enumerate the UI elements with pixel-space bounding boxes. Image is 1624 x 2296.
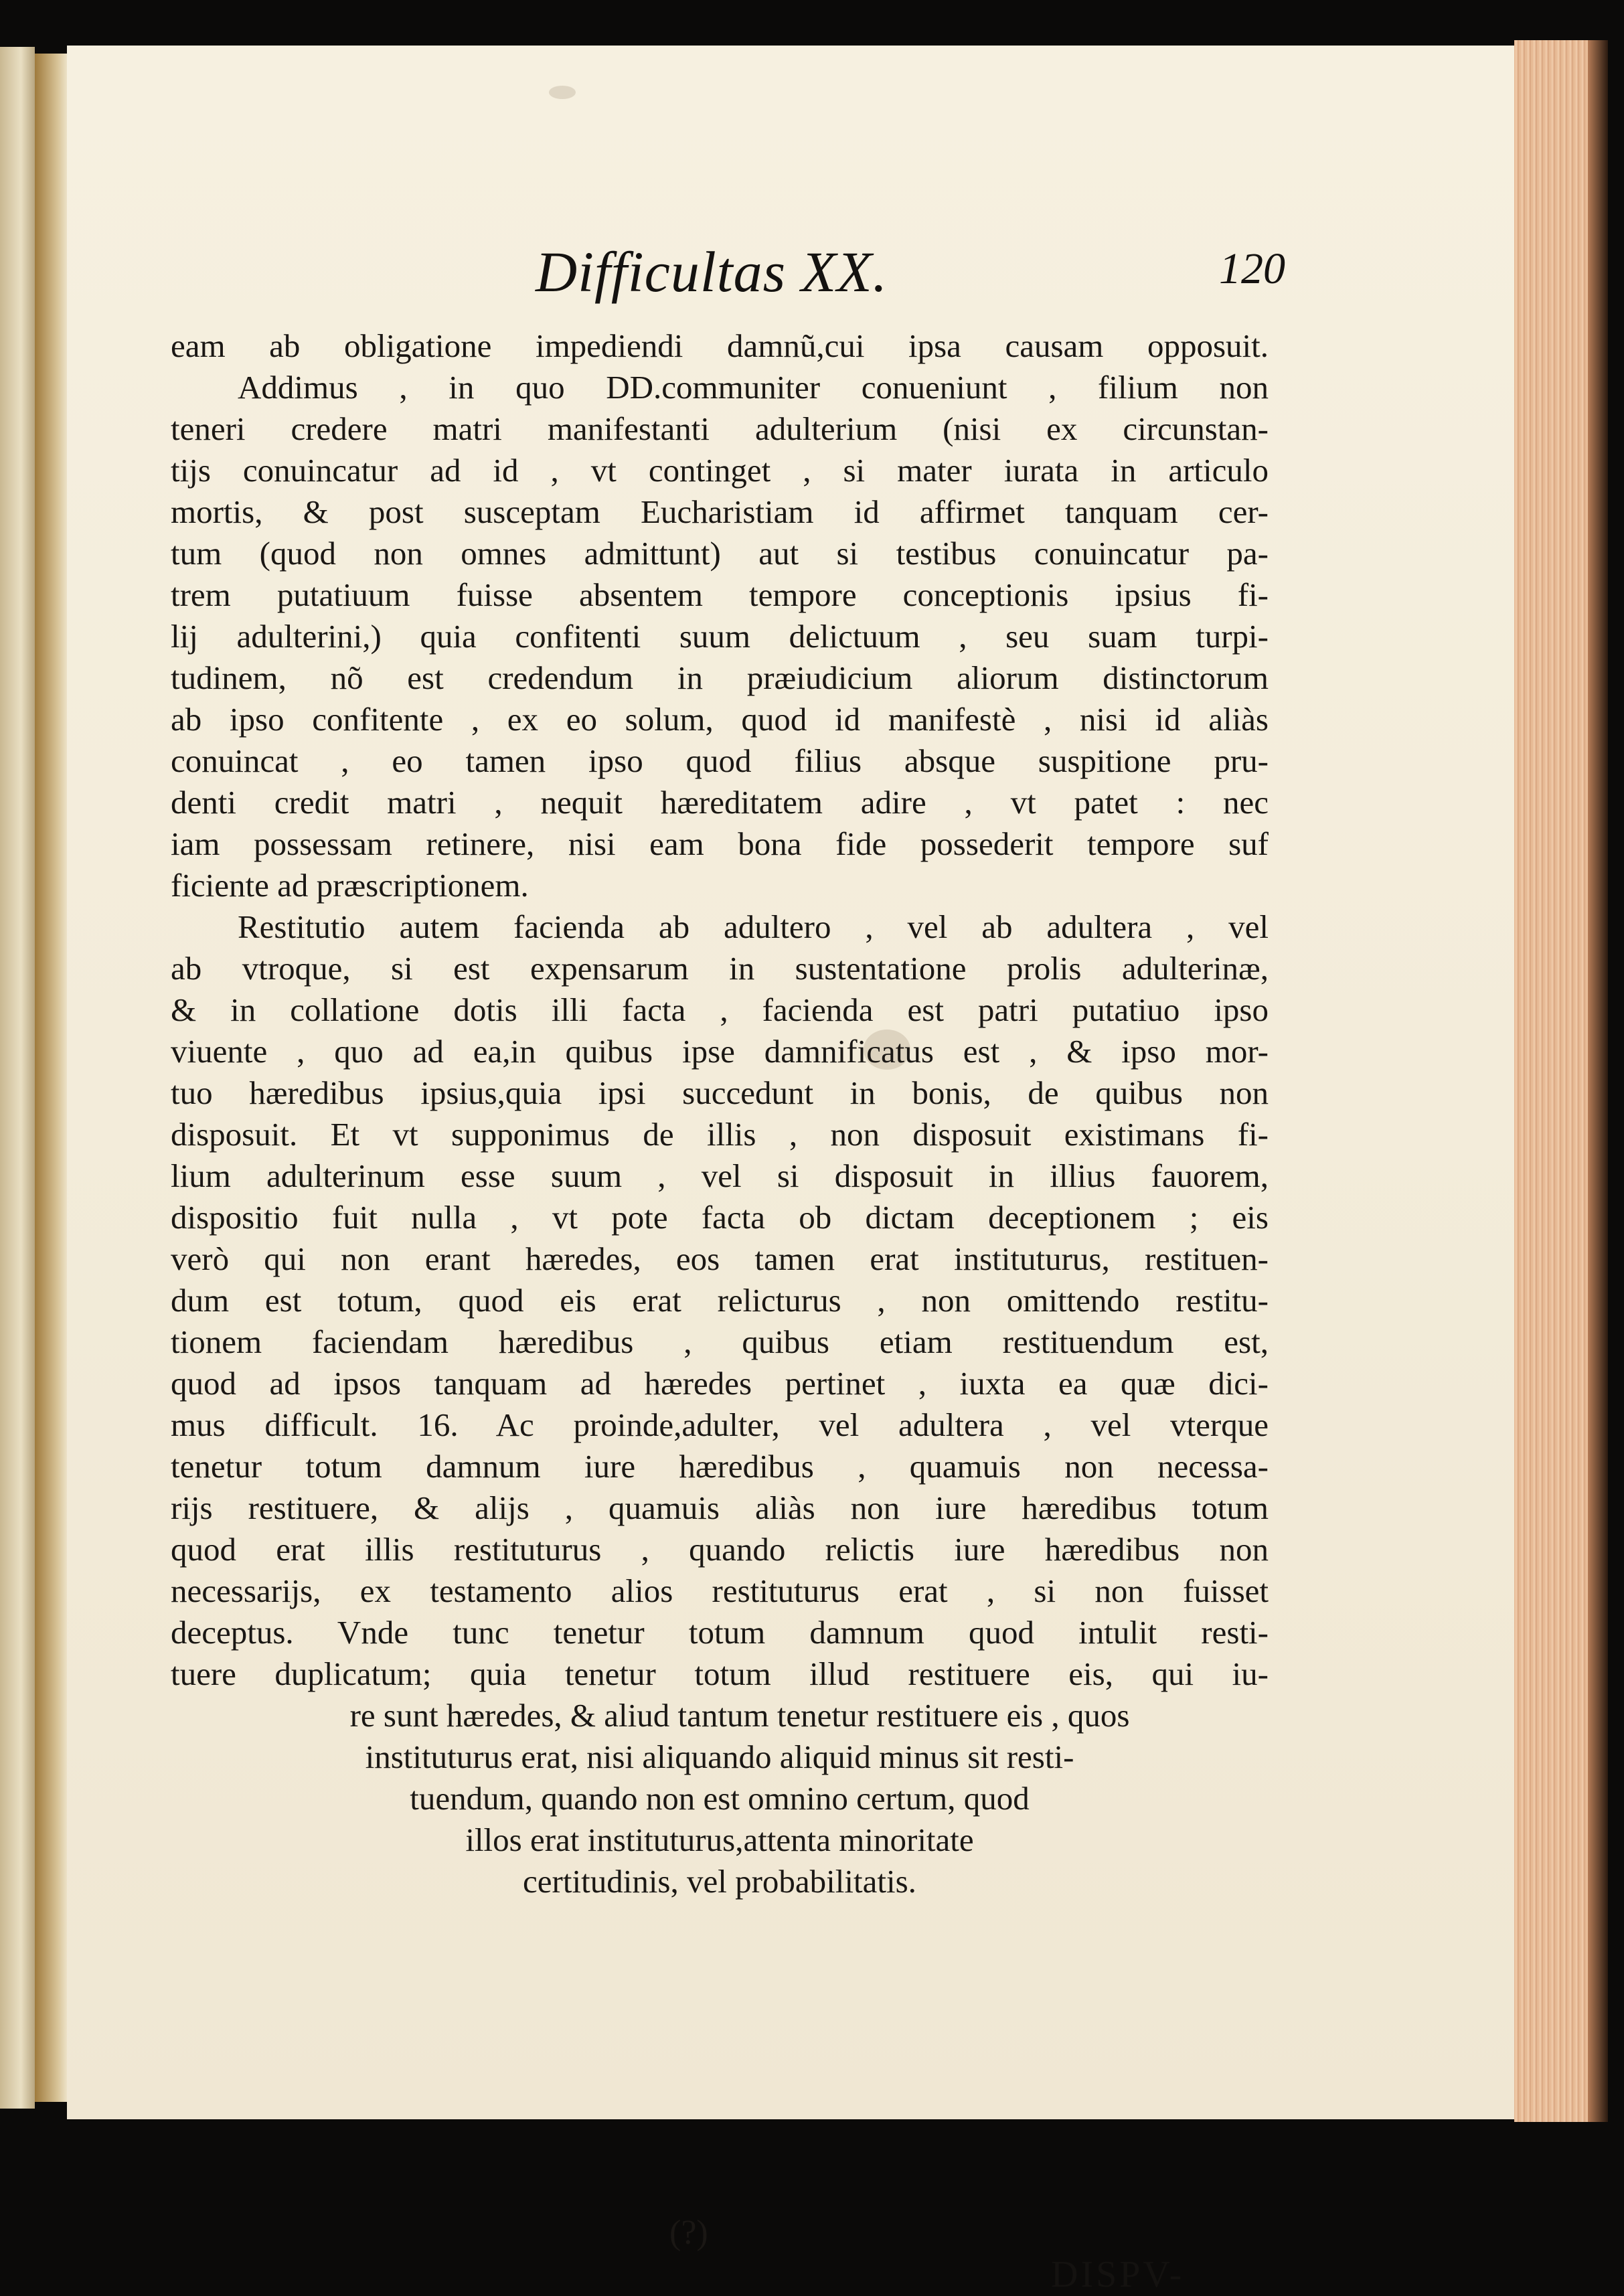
text-line: conuincat , eo tamen ipso quod filius absque suspitione pru- — [171, 742, 1269, 779]
paragraph-end-line: ficiente ad præscriptionem. — [171, 867, 529, 904]
taper-line: illos erat instituturus,attenta minoritate — [465, 1821, 974, 1858]
text-line: ab ipso confitente , ex eo solum, quod id manifestè , nisi id aliàs — [171, 701, 1269, 738]
text-line: necessarijs, ex testamento alios restituturus erat , si non fuisset — [171, 1572, 1269, 1609]
text-line: deceptus. Vnde tunc tenetur totum damnum quod intulit resti- — [171, 1614, 1269, 1651]
text-line: dispositio fuit nulla , vt pote facta ob dictam deceptionem ; eis — [171, 1199, 1269, 1236]
text-line: lium adulterinum esse suum , vel si disposuit in illius fauorem, — [171, 1157, 1269, 1194]
text-line: trem putatiuum fuisse absentem tempore conceptionis ipsius fi- — [171, 576, 1269, 613]
text-line: tum (quod non omnes admittunt) aut si testibus conuincatur pa- — [171, 535, 1269, 572]
text-line: denti credit matri , nequit hæreditatem adire , vt patet : nec — [171, 784, 1269, 821]
text-line: dum est totum, quod eis erat relicturus , non omittendo restitu- — [171, 1282, 1269, 1319]
text-line: tudinem, nõ est credendum in præiudicium aliorum distinctorum — [171, 659, 1269, 696]
book-gutter — [35, 54, 68, 2102]
text-line: mus difficult. 16. Ac proinde,adulter, vel adultera , vel vterque — [171, 1406, 1269, 1443]
page-header — [536, 238, 1285, 312]
text-line: teneri credere matri manifestanti adulterium (nisi ex circunstan- — [171, 410, 1269, 447]
text-line: disposuit. Et vt supponimus de illis , non disposuit existimans fi- — [171, 1116, 1269, 1153]
paragraph-start-line: Restitutio autem facienda ab adultero , vel ab adultera , vel — [238, 908, 1269, 945]
text-line: quod ad ipsos tanquam ad hæredes pertinet , iuxta ea quæ dici- — [171, 1365, 1269, 1402]
text-line: iam possessam retinere, nisi eam bona fide possederit tempore suf — [171, 825, 1269, 862]
taper-line: instituturus erat, nisi aliquando aliquid minus sit resti- — [365, 1738, 1074, 1775]
text-line: tuo hæredibus ipsius,quia ipsi succedunt in bonis, de quibus non — [171, 1074, 1269, 1111]
text-line: tuere duplicatum; quia tenetur totum illud restituere eis, qui iu- — [171, 1655, 1269, 1692]
text-line: tijs conuincatur ad id , vt continget , si mater iurata in articulo — [171, 452, 1269, 489]
taper-line: certitudinis, vel probabilitatis. — [523, 1863, 916, 1900]
page-stain — [549, 86, 576, 99]
text-line: tionem faciendam hæredibus , quibus etiam restituendum est, — [171, 1323, 1269, 1360]
footer-row — [171, 2213, 1269, 2295]
text-line: viuente , quo ad ea,in quibus ipse damnificatus est , & ipso mor- — [171, 1033, 1269, 1070]
text-line: mortis, & post susceptam Eucharistiam id affirmet tanquam cer- — [171, 493, 1269, 530]
fore-edge — [1514, 40, 1588, 2122]
text-line: quod erat illis restituturus , quando relictis iure hæredibus non — [171, 1531, 1269, 1568]
text-line: eam ab obligatione impediendi damnũ,cui ipsa causam opposuit. — [171, 327, 1269, 364]
taper-line: re sunt hæredes, & aliud tantum tenetur restituere eis , quos — [349, 1697, 1130, 1734]
fore-edge-shadow — [1588, 40, 1608, 2122]
page-number: 120 — [1219, 244, 1285, 293]
text-line: rijs restituere, & alijs , quamuis aliàs non iure hæredibus totum — [171, 1489, 1269, 1526]
text-line: verò qui non erant hæredes, eos tamen erat instituturus, restituen- — [171, 1240, 1269, 1277]
body-text — [171, 325, 1269, 1902]
running-title: Difficultas XX. — [536, 240, 888, 304]
taper-line: tuendum, quando non est omnino certum, quod — [410, 1780, 1030, 1817]
left-page-edge — [0, 47, 35, 2109]
text-line: ab vtroque, si est expensarum in sustentatione prolis adulterinæ, — [171, 950, 1269, 987]
signature-mark: (?) — [669, 2214, 708, 2252]
text-line: & in collatione dotis illi facta , facienda est patri putatiuo ipso — [171, 991, 1269, 1028]
book-page — [67, 46, 1523, 2295]
paragraph-start-line: Addimus , in quo DD.communiter conueniunt , filium non — [238, 369, 1269, 406]
text-line: tenetur totum damnum iure hæredibus , quamuis non necessa- — [171, 1448, 1269, 1485]
catchword: DISPV- — [1051, 2254, 1185, 2295]
text-line: lij adulterini,) quia confitenti suum delictuum , seu suam turpi- — [171, 618, 1269, 655]
